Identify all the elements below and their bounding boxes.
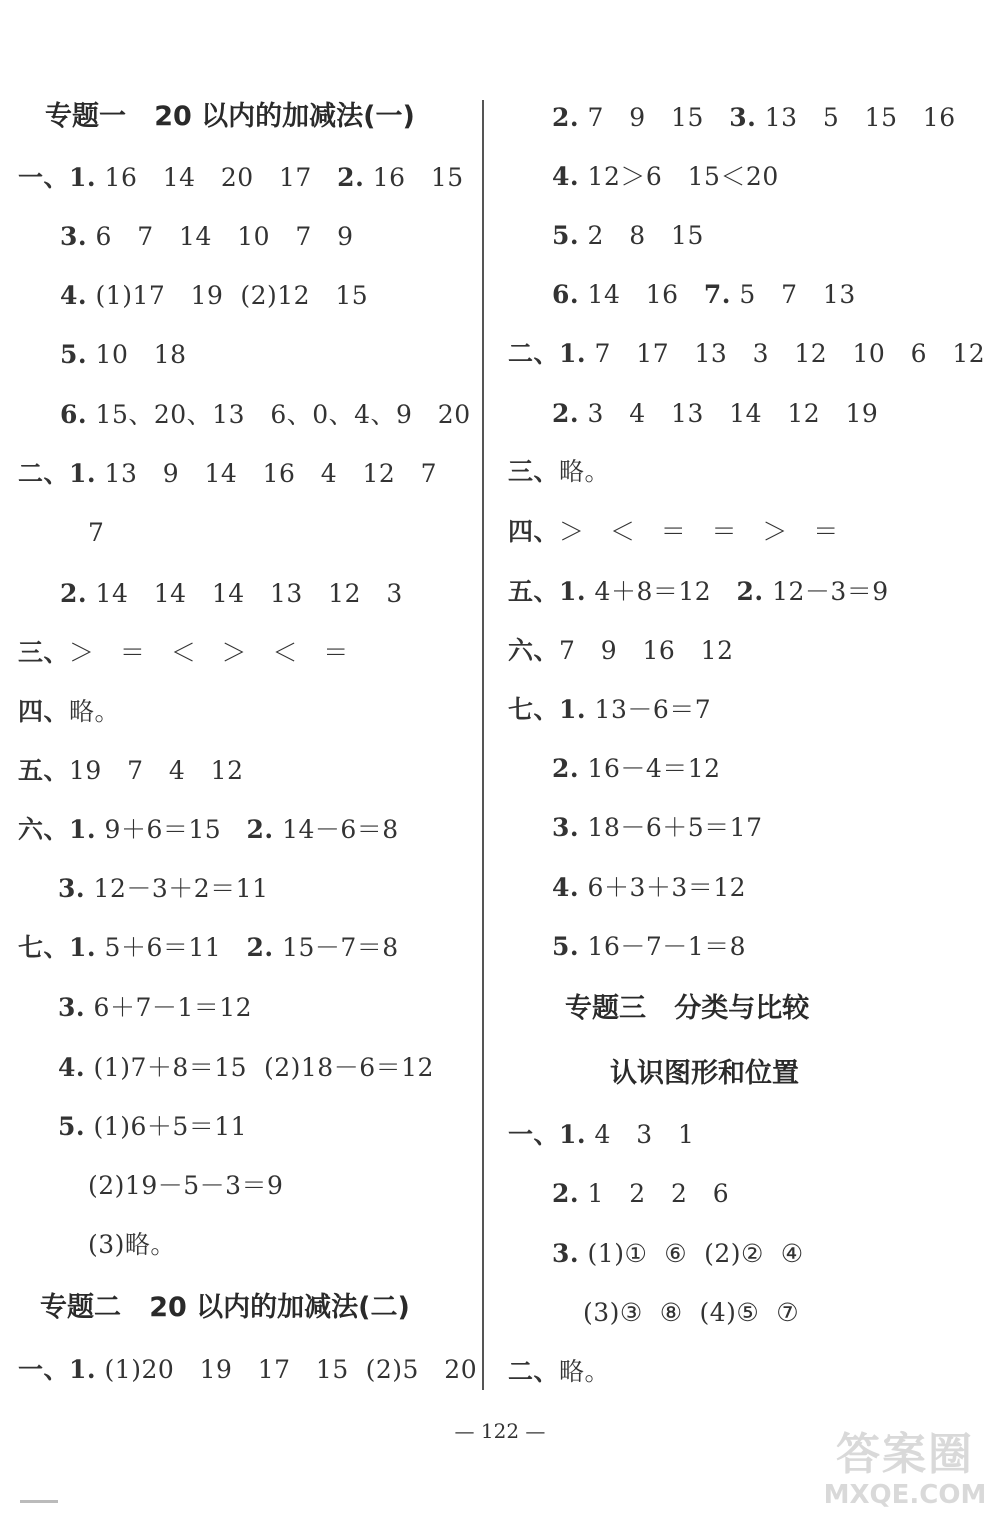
answer-text: 6 7 14 10 7 9 [87, 222, 354, 251]
answer-text: 2 8 15 [579, 221, 704, 250]
watermark-logo [820, 1430, 990, 1515]
question-number: 一、1. [508, 1120, 587, 1149]
answer-line [60, 578, 403, 610]
answer-line [552, 1178, 729, 1210]
answer-line [552, 1238, 804, 1270]
question-number: 7. [703, 280, 731, 309]
answer-line [18, 1354, 477, 1386]
answer-text: (1)17 19 (2)12 15 [87, 281, 369, 310]
column-divider [482, 100, 484, 1390]
question-number: 3. [552, 813, 580, 842]
answer-line [88, 1170, 283, 1202]
question-number: 四、 [508, 517, 560, 546]
question-number: 三、 [18, 638, 70, 667]
answer-line [552, 812, 763, 844]
answer-line [552, 279, 856, 311]
answer-line [18, 162, 464, 194]
answer-text: 13－6＝7 [586, 695, 712, 724]
answer-line [552, 102, 956, 134]
answer-line [508, 516, 839, 548]
question-number: 七、1. [508, 695, 587, 724]
answer-text: 4 3 1 [586, 1120, 695, 1149]
bottom-edge-mark [20, 1500, 58, 1503]
answer-line [18, 932, 399, 964]
answer-text: (2)19－5－3＝9 [88, 1171, 284, 1200]
answer-line [552, 931, 746, 963]
answer-text: 14 16 [579, 280, 704, 309]
answer-text: 1 2 2 6 [579, 1179, 730, 1208]
answer-line [58, 1111, 247, 1143]
answer-line [508, 1119, 694, 1151]
question-number: 2. [552, 754, 580, 783]
answer-text: 3 4 13 14 12 19 [579, 399, 879, 428]
answer-line [18, 755, 243, 787]
answer-text: 7 9 15 [579, 103, 730, 132]
answer-text: 9＋6＝15 [96, 815, 247, 844]
question-number: 2. [337, 163, 365, 192]
answer-text: 4＋8＝12 [586, 577, 737, 606]
answer-line [60, 339, 187, 371]
answer-text: 16－4＝12 [579, 754, 721, 783]
answer-text: 7 [88, 518, 105, 547]
answer-text: 12－3＋2＝11 [85, 874, 269, 903]
answer-line [88, 517, 104, 549]
watermark-text-en: MXQE.COM [823, 1480, 987, 1510]
answer-text: (1)6＋5＝11 [85, 1112, 248, 1141]
answer-line [508, 635, 733, 667]
question-number: 六、1. [18, 815, 97, 844]
answer-line [583, 1297, 799, 1329]
question-number: 七、1. [18, 933, 97, 962]
answer-text: 14 14 14 13 12 3 [87, 579, 403, 608]
answer-text: 略。 [559, 457, 611, 486]
answer-text: 略。 [69, 697, 121, 726]
question-number: 5. [60, 340, 88, 369]
question-number: 2. [246, 933, 274, 962]
answer-text: 5＋6＝11 [96, 933, 247, 962]
answer-line [60, 280, 368, 312]
answer-line [60, 399, 471, 431]
question-number: 4. [552, 873, 580, 902]
question-number: 4. [552, 162, 580, 191]
question-number: 一、1. [18, 1355, 97, 1384]
question-number: 二、1. [18, 459, 97, 488]
question-number: 二、 [508, 1357, 560, 1386]
question-number: 3. [58, 874, 86, 903]
answer-text: 12＞6 15＜20 [579, 162, 779, 191]
question-number: 5. [552, 221, 580, 250]
answer-line [18, 637, 349, 669]
question-number: 2. [552, 399, 580, 428]
answer-text: (1)① ⑥ (2)② ④ [579, 1239, 804, 1268]
answer-text: 18－6＋5＝17 [579, 813, 763, 842]
question-number: 四、 [18, 697, 70, 726]
answer-line [552, 872, 746, 904]
answer-line [508, 576, 889, 608]
section-heading: 认识图形和位置 [610, 1058, 799, 1089]
question-number: 一、1. [18, 163, 97, 192]
answer-line [88, 1229, 176, 1261]
answer-line [18, 814, 399, 846]
question-number: 2. [736, 577, 764, 606]
question-number: 五、1. [508, 577, 587, 606]
section-heading: 专题三 分类与比较 [565, 993, 810, 1024]
answer-line [58, 992, 252, 1024]
answer-line [58, 873, 269, 905]
question-number: 4. [58, 1053, 86, 1082]
question-number: 6. [552, 280, 580, 309]
answer-text: (1)7＋8＝15 (2)18－6＝12 [85, 1053, 434, 1082]
answer-text: 5 7 13 [730, 280, 856, 309]
answer-line [552, 398, 878, 430]
answer-text: (1)20 19 17 15 (2)5 20 [96, 1355, 478, 1384]
answer-text: 16－7－1＝8 [579, 932, 747, 961]
answer-line [18, 696, 120, 728]
question-number: 4. [60, 281, 88, 310]
answer-line [508, 694, 711, 726]
answer-text: 略。 [559, 1357, 611, 1386]
answer-text: 19 7 4 12 [69, 756, 244, 785]
answer-text: 14－6＝8 [273, 815, 399, 844]
answer-text: 10 18 [87, 340, 187, 369]
question-number: 3. [58, 993, 86, 1022]
answer-line [508, 1356, 610, 1388]
question-number: 五、 [18, 756, 70, 785]
question-number: 2. [246, 815, 274, 844]
answer-text: ＞ ＜ ＝ ＝ ＞ ＝ [559, 517, 839, 546]
answer-line [508, 338, 985, 370]
answer-line [18, 458, 437, 490]
question-number: 二、1. [508, 339, 587, 368]
watermark-text-cn: 答案圈 [836, 1429, 974, 1480]
question-number: 2. [552, 103, 580, 132]
answer-text: (3)③ ⑧ (4)⑤ ⑦ [583, 1298, 800, 1327]
answer-text: 7 9 16 12 [559, 636, 734, 665]
question-number: 6. [60, 400, 88, 429]
answer-line [508, 456, 610, 488]
answer-text: 16 15 [364, 163, 464, 192]
answer-text: 7 17 13 3 12 10 6 12 [586, 339, 986, 368]
answer-text: 15－7＝8 [273, 933, 399, 962]
answer-line [58, 1052, 434, 1084]
question-number: 3. [729, 103, 757, 132]
answer-text: 13 9 14 16 4 12 7 [96, 459, 438, 488]
question-number: 5. [552, 932, 580, 961]
answer-text: 13 5 15 16 [756, 103, 956, 132]
answer-text: 6＋3＋3＝12 [579, 873, 747, 902]
answer-line [60, 221, 354, 253]
answer-text: 12－3＝9 [763, 577, 889, 606]
page-number: — 122 — [454, 1419, 546, 1443]
answer-line [552, 161, 779, 193]
section-heading: 专题一 20 以内的加减法(一) [45, 101, 415, 132]
answer-text: 16 14 20 17 [96, 163, 338, 192]
question-number: 5. [58, 1112, 86, 1141]
answer-text: ＞ ＝ ＜ ＞ ＜ ＝ [69, 638, 349, 667]
question-number: 2. [552, 1179, 580, 1208]
answer-text: 15、20、13 6、0、4、9 20 [87, 400, 471, 429]
question-number: 六、 [508, 636, 560, 665]
section-heading: 专题二 20 以内的加减法(二) [40, 1292, 410, 1323]
question-number: 3. [552, 1239, 580, 1268]
question-number: 3. [60, 222, 88, 251]
answer-text: (3)略。 [88, 1230, 176, 1259]
answer-text: 6＋7－1＝12 [85, 993, 253, 1022]
question-number: 2. [60, 579, 88, 608]
answer-line [552, 753, 721, 785]
question-number: 三、 [508, 457, 560, 486]
answer-line [552, 220, 704, 252]
